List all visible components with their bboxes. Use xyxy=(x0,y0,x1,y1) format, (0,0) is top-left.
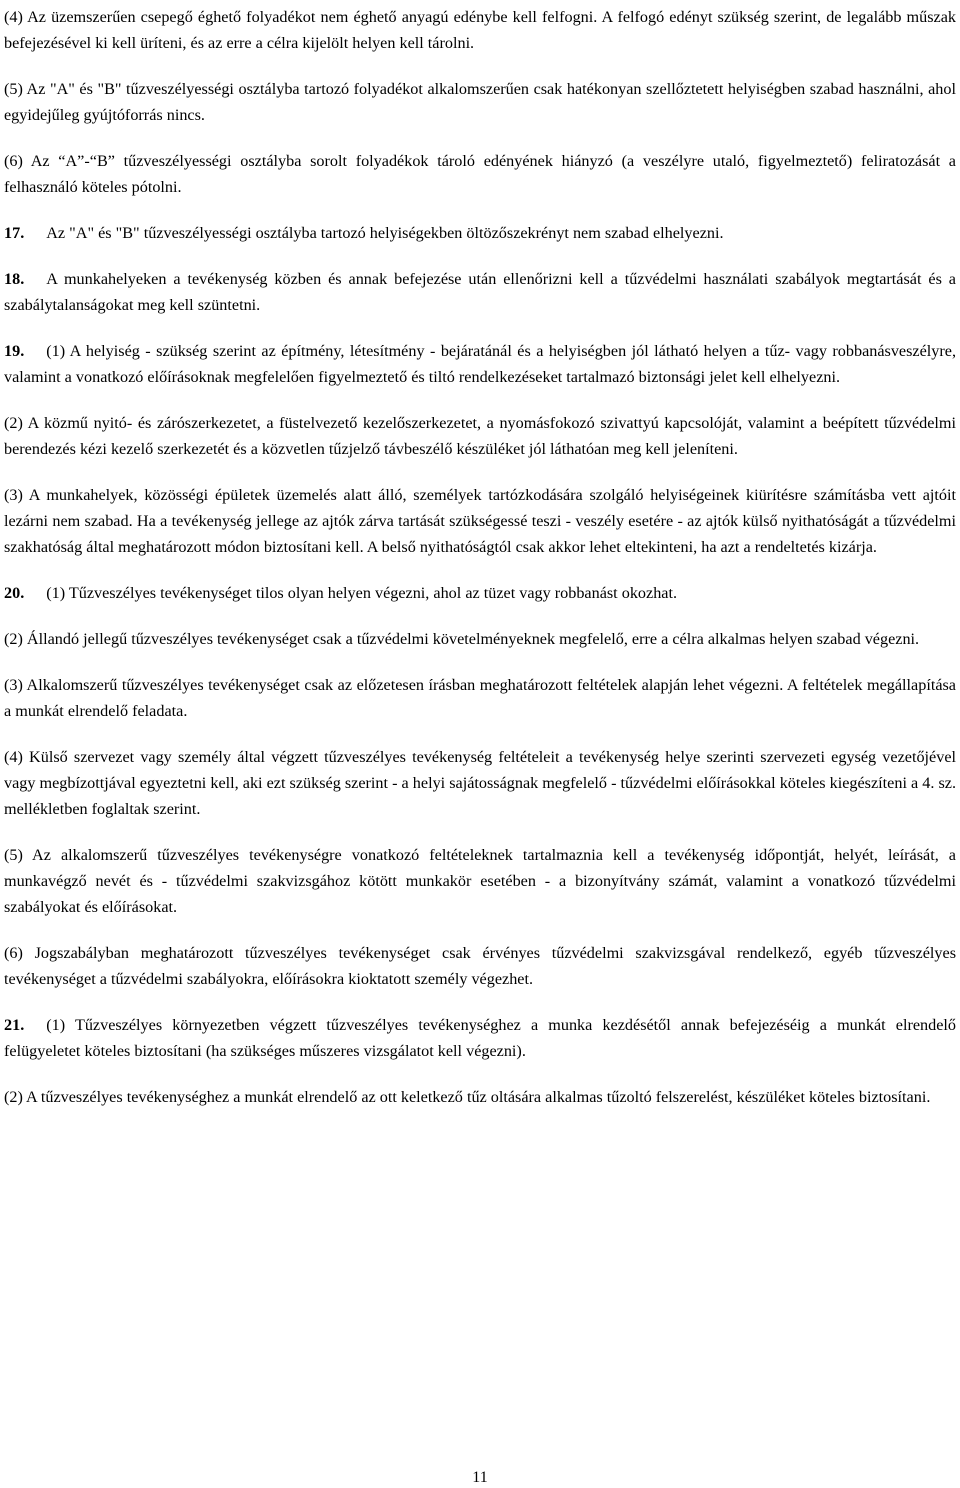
paragraph-4: (4) Az üzemszerűen csepegő éghető folyadékot nem éghető anyagú edénybe kell felfogni. A felfogó edényt szükség szerint, de legalább műszak befejezésével ki kell üríteni, és az erre a célra kijelölt helyen kell tárolni. xyxy=(4,8,956,52)
section-number: 20. xyxy=(4,584,25,602)
section-20-4: (4) Külső szervezet vagy személy által végzett tűzveszélyes tevékenység feltételeit a tevékenység helye szerinti szervezeti egység vezetőjével vagy megbízottjával egyeztetni kell, aki ezt szükség szerint - a helyi sajátosságnak megfelelő - tűzvédelmi előírásokkal köteles kiegészíteni a 4. sz. mellékletben foglaltak szerint. xyxy=(4,748,956,818)
section-19-1: 19. (1) A helyiség - szükség szerint az építmény, létesítmény - bejáratánál és a helyiségben jól látható helyen a tűz- vagy robbanásveszélyre, valamint a vonatkozó előírásoknak megfelelően figyelmeztető és tiltó rendelkezéseket tartalmazó biztonsági jelet kell elhelyezni. xyxy=(4,342,956,386)
section-19-2: (2) A közmű nyitó- és zárószerkezetet, a füstelvezető kezelőszerkezetet, a nyomásfokozó szivattyú kapcsolóját, valamint a beépített tűzvédelmi berendezés kézi kezelő szerkezetét és a közvetlen tűzjelző távbeszélő készüléket jól láthatóan meg kell jeleníteni. xyxy=(4,414,956,458)
section-20-5: (5) Az alkalomszerű tűzveszélyes tevékenységre vonatkozó feltételeknek tartalmaznia kell a tevékenység időpontját, helyét, leírását, a munkavégző nevét és - tűzvédelmi szakvizsgához kötött munkakör esetében - a bizonyítvány számát, valamint a vonatkozó tűzvédelmi szabályokat és előírásokat. xyxy=(4,846,956,916)
section-21-1: 21. (1) Tűzveszélyes környezetben végzett tűzveszélyes tevékenységhez a munka kezdésétől annak befejezéséig a munkát elrendelő felügyeletet köteles biztosítani (ha szükséges műszeres vizsgálatot kell végezni). xyxy=(4,1016,956,1060)
section-20-1: 20. (1) Tűzveszélyes tevékenységet tilos olyan helyen végezni, ahol az tüzet vagy robbanást okozhat. xyxy=(4,584,678,602)
page-number: 11 xyxy=(472,1469,488,1486)
section-21-2: (2) A tűzveszélyes tevékenységhez a munkát elrendelő az ott keletkező tűz oltására alkalmas tűzoltó felszerelést, készüléket köteles biztosítani. xyxy=(4,1088,931,1106)
document-page xyxy=(4,4,956,1130)
paragraph-5: (5) Az "A" és "B" tűzveszélyességi osztályba tartozó folyadékot alkalomszerűen csak hatékonyan szellőztetett helyiségben szabad használni, ahol egyidejűleg gyújtóforrás nincs. xyxy=(4,80,956,124)
section-number: 19. xyxy=(4,342,25,360)
section-20-3: (3) Alkalomszerű tűzveszélyes tevékenységet csak az előzetesen írásban meghatározott feltételek alapján lehet végezni. A feltételek megállapítása a munkát elrendelő feladata. xyxy=(4,676,956,720)
section-17: 17. Az "A" és "B" tűzveszélyességi osztályba tartozó helyiségekben öltözőszekrényt nem szabad elhelyezni. xyxy=(4,224,724,242)
section-20-2: (2) Állandó jellegű tűzveszélyes tevékenységet csak a tűzvédelmi követelményeknek megfelelő, erre a célra alkalmas helyen szabad végezni. xyxy=(4,630,920,648)
paragraph-6: (6) Az “A”-“B” tűzveszélyességi osztályba sorolt folyadékok tároló edényének hiányzó (a veszélyre utaló, figyelmeztető) feliratozását a felhasználó köteles pótolni. xyxy=(4,152,956,196)
section-19-3: (3) A munkahelyek, közösségi épületek üzemelés alatt álló, személyek tartózkodására szolgáló helyiségeinek kiürítésre számításba vett ajtóit lezárni nem szabad. Ha a tevékenység jellege az ajtók zárva tartását szükségessé teszi - veszély esetére - az ajtók külső nyithatóságát a tűzvédelmi szakhatóság által meghatározott módon biztosítani kell. A belső nyithatóságtól csak akkor lehet eltekinteni, ha azt a rendeltetés kizárja. xyxy=(4,486,956,556)
section-number: 17. xyxy=(4,224,25,242)
section-number: 18. xyxy=(4,270,25,288)
section-20-6: (6) Jogszabályban meghatározott tűzveszélyes tevékenységet csak érvényes tűzvédelmi szakvizsgával rendelkező, egyéb tűzveszélyes tevékenységet a tűzvédelmi szabályokra, előírásokra kioktatott személy végezhet. xyxy=(4,944,956,988)
section-number: 21. xyxy=(4,1016,25,1034)
section-18: 18. A munkahelyeken a tevékenység közben és annak befejezése után ellenőrizni kell a tűzvédelmi használati szabályok megtartását és a szabálytalanságokat meg kell szüntetni. xyxy=(4,270,956,314)
